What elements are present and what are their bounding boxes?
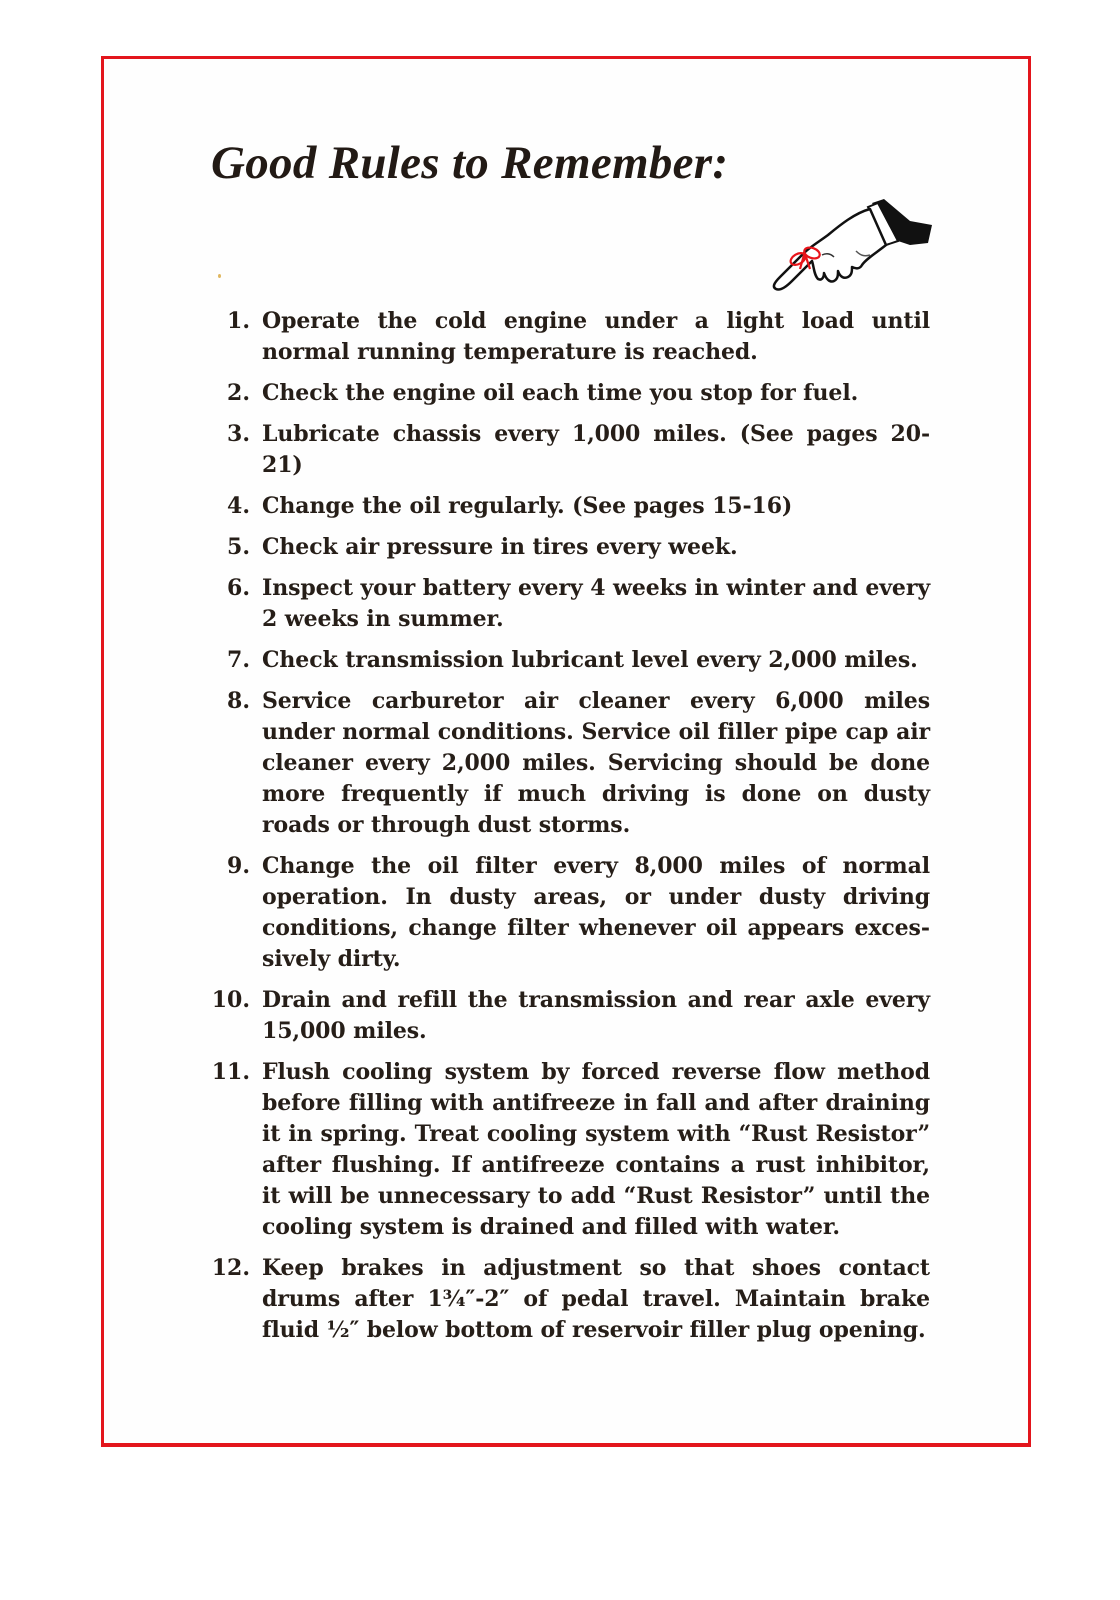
page-title: Good Rules to Remember: (211, 137, 729, 189)
rule-number: 9. (227, 853, 250, 879)
rule-text: Change the oil filter every 8,000 miles of normal operation. In dusty areas, or under dusty driving conditions, change filter whenever oil appears excessively dirty. (262, 853, 930, 972)
rule-item (200, 573, 930, 635)
paper-speck (218, 274, 221, 278)
rule-text: Check transmission lubricant level every 2,000 miles. (262, 647, 918, 673)
rule-item (200, 378, 930, 409)
pointing-hand-icon (760, 195, 940, 295)
rule-number: 10. (211, 987, 250, 1013)
rule-text: Service carburetor air cleaner every 6,000 miles under normal conditions. Service oil filler pipe cap air cleaner every 2,000 miles. Servicing should be done more frequently if much driving is done on dusty roads or through dust storms. (262, 688, 930, 838)
rule-number: 5. (227, 534, 250, 560)
rule-text: Change the oil regularly. (See pages 15-16) (262, 493, 793, 519)
rule-item (200, 532, 930, 563)
rule-text: Lubricate chassis every 1,000 miles. (See pages 20-21) (262, 421, 930, 478)
rule-item (200, 306, 930, 368)
rule-number: 6. (227, 575, 250, 601)
rule-item (200, 491, 930, 522)
rule-text: Check air pressure in tires every week. (262, 534, 738, 560)
rule-text: Check the engine oil each time you stop for fuel. (262, 380, 859, 406)
rule-number: 11. (211, 1059, 250, 1085)
rule-number: 4. (227, 493, 250, 519)
rule-number: 3. (227, 421, 250, 447)
rule-number: 7. (227, 647, 250, 673)
rule-number: 2. (227, 380, 250, 406)
rule-text: Inspect your battery every 4 weeks in winter and every 2 weeks in summer. (262, 575, 930, 632)
rule-text: Operate the cold engine under a light load until normal running temperature is reached. (262, 308, 930, 365)
rules-list (200, 306, 930, 1356)
rule-text: Keep brakes in adjustment so that shoes contact drums after 1¾″-2″ of pedal travel. Maintain brake fluid ½″ below bottom of reservoir filler plug opening. (262, 1255, 930, 1343)
rule-number: 1. (227, 308, 250, 334)
rule-item (200, 419, 930, 481)
rule-number: 12. (211, 1255, 250, 1281)
rule-item (200, 1253, 930, 1346)
rule-item (200, 645, 930, 676)
rule-text: Flush cooling system by forced reverse flow method before filling with antifreeze in fall and after draining it in spring. Treat cooling system with “Rust Resistor” after flushing. If antifreeze contains a rust inhibitor, it will be unnecessary to add “Rust Resistor” until the cooling system is drained and filled with water. (262, 1059, 930, 1240)
rule-item (200, 985, 930, 1047)
rule-text: Drain and refill the transmission and rear axle every 15,000 miles. (262, 987, 930, 1044)
rule-number: 8. (227, 688, 250, 714)
rule-item (200, 686, 930, 841)
rule-item (200, 1057, 930, 1243)
rule-item (200, 851, 930, 975)
